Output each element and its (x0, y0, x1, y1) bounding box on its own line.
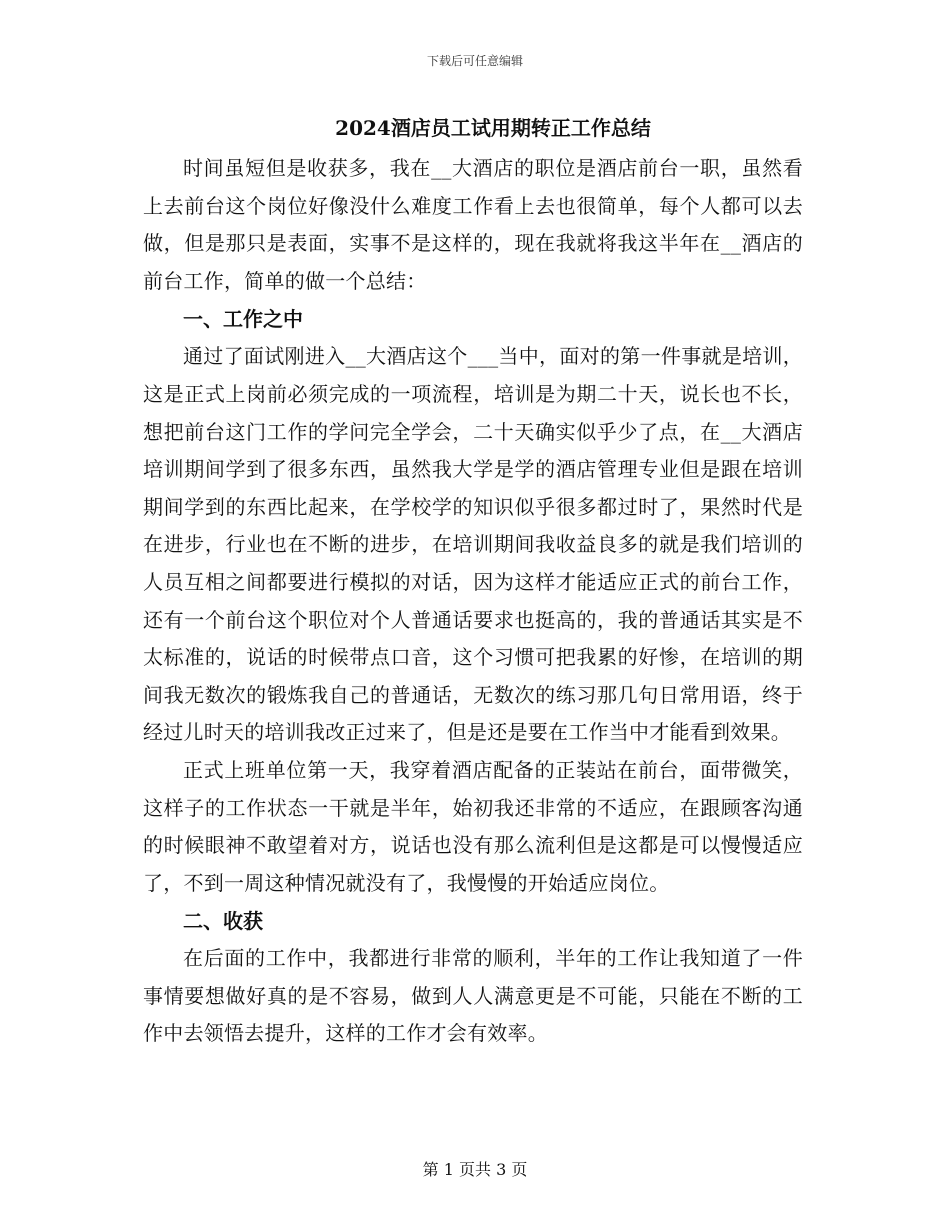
intro-paragraph: 时间虽短但是收获多，我在__大酒店的职位是酒店前台一职，虽然看上去前台这个岗位好像没什么难度工作看上去也很简单，每个人都可以去做，但是那只是表面，实事不是这样的，现在我就将我这半年在__酒店的前台工作，简单的做一个总结： (143, 156, 803, 293)
section-heading-gains: 二、收获 (183, 909, 263, 934)
document-title: 2024酒店员工试用期转正工作总结 (335, 116, 651, 140)
header-note: 下载后可任意编辑 (426, 54, 523, 68)
gains-paragraph: 在后面的工作中，我都进行非常的顺利，半年的工作让我知道了一件事情要想做好真的是不容易，做到人人满意更是不可能，只能在不断的工作中去领悟去提升，这样的工作才会有效率。 (143, 946, 803, 1046)
section-heading-work: 一、工作之中 (183, 307, 303, 332)
page-number: 第 1 页共 3 页 (422, 1160, 528, 1179)
work-paragraph-training: 通过了面试刚进入__大酒店这个___当中，面对的第一件事就是培训，这是正式上岗前必须完成的一项流程，培训是为期二十天，说长也不长，想把前台这门工作的学问完全学会，二十天确实似乎少了点，在__大酒店培训期间学到了很多东西，虽然我大学是学的酒店管理专业但是跟在培训期间学到的东西比起来，在学校学的知识似乎很多都过时了，果然时代是在进步，行业也在不断的进步，在培训期间我收益良多的就是我们培训的人员互相之间都要进行模拟的对话，因为这样才能适应正式的前台工作，还有一个前台这个职位对个人普通话要求也挺高的，我的普通话其实是不太标准的，说话的时候带点口音，这个习惯可把我累的好惨，在培训的期间我无数次的锻炼我自己的普通话，无数次的练习那几句日常用语，终于经过儿时天的培训我改正过来了，但是还是要在工作当中才能看到效果。 (143, 344, 803, 745)
work-paragraph-first-day: 正式上班单位第一天，我穿着酒店配备的正装站在前台，面带微笑，这样子的工作状态一干就是半年，始初我还非常的不适应，在跟顾客沟通的时候眼神不敢望着对方，说话也没有那么流利但是这都是可以慢慢适应了，不到一周这种情况就没有了，我慢慢的开始适应岗位。 (143, 757, 803, 895)
document-body (143, 112, 803, 1053)
